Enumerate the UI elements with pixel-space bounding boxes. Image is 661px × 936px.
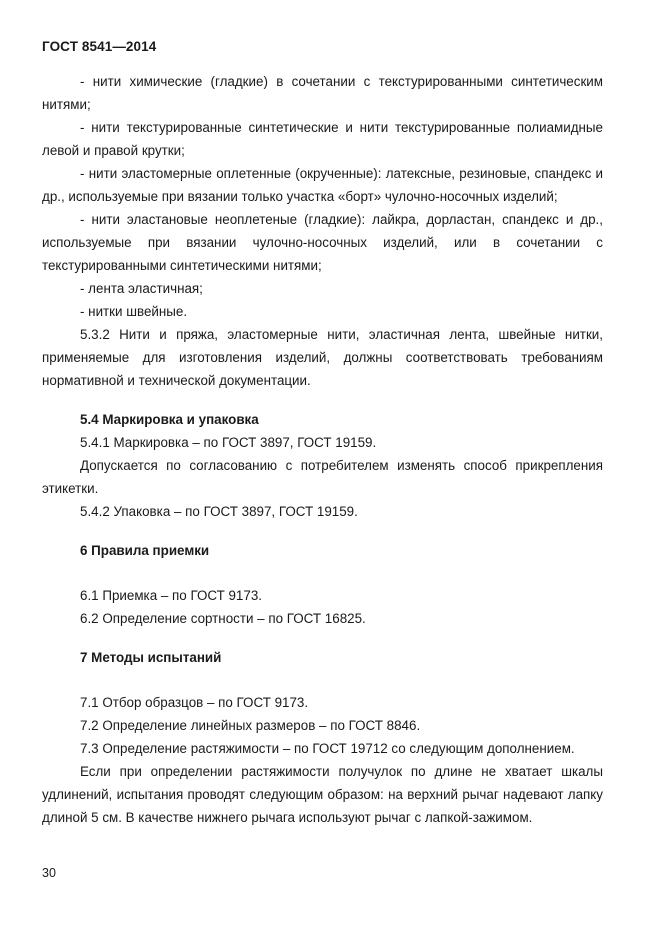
- list-item: - лента эластичная;: [80, 281, 203, 296]
- paragraph-5-3-2: 5.3.2 Нити и пряжа, эластомерные нити, эластичная лента, швейные нитки, применяемые для изготовления изделий, должны соответствовать требованиям нормативной и технической документации.: [42, 327, 603, 388]
- paragraph-5-4-1: 5.4.1 Маркировка – по ГОСТ 3897, ГОСТ 19159.: [80, 435, 377, 450]
- section-heading-6: 6 Правила приемки: [80, 543, 210, 558]
- paragraph-7-1: 7.1 Отбор образцов – по ГОСТ 9173.: [80, 695, 309, 710]
- paragraph-6-1: 6.1 Приемка – по ГОСТ 9173.: [80, 588, 262, 603]
- paragraph-7-3: 7.3 Определение растяжимости – по ГОСТ 19712 со следующим дополнением.: [80, 741, 575, 756]
- paragraph-5-4-2: 5.4.2 Упаковка – по ГОСТ 3897, ГОСТ 19159.: [80, 504, 358, 519]
- paragraph-6-2: 6.2 Определение сортности – по ГОСТ 16825.: [80, 611, 366, 626]
- paragraph-7-3-addition: Если при определении растяжимости получулок по длине не хватает шкалы удлинений, испытания проводят следующим образом: на верхний рычаг надевают лапку длиной 5 см. В качестве нижнего рычага используют рычаг с лапкой-зажимом.: [42, 764, 603, 825]
- list-item: - нити химические (гладкие) в сочетании с текстурированными синтетическим нитями;: [42, 74, 603, 112]
- paragraph-5-4-note: Допускается по согласованию с потребителем изменять способ прикрепления этикетки.: [42, 458, 603, 496]
- section-heading-7: 7 Методы испытаний: [80, 650, 222, 665]
- document-body: [42, 70, 603, 829]
- list-item: - нити эластомерные оплетенные (окрученные): латексные, резиновые, спандекс и др., используемые при вязании только участка «борт» чулочно-носочных изделий;: [42, 166, 603, 204]
- list-item: - нити эластановые неоплетеные (гладкие): лайкра, дорластан, спандекс и др., используемые при вязании чулочно-носочных изделий, или в сочетании с текстурированными синтетическими нитями;: [42, 212, 603, 273]
- page-number: 30: [42, 866, 56, 880]
- list-item: - нити текстурированные синтетические и нити текстурированные полиамидные левой и правой крутки;: [42, 120, 603, 158]
- document-header: ГОСТ 8541—2014: [42, 39, 157, 54]
- section-heading-5-4: 5.4 Маркировка и упаковка: [80, 412, 259, 427]
- list-item: - нитки швейные.: [80, 304, 188, 319]
- paragraph-7-2: 7.2 Определение линейных размеров – по ГОСТ 8846.: [80, 718, 421, 733]
